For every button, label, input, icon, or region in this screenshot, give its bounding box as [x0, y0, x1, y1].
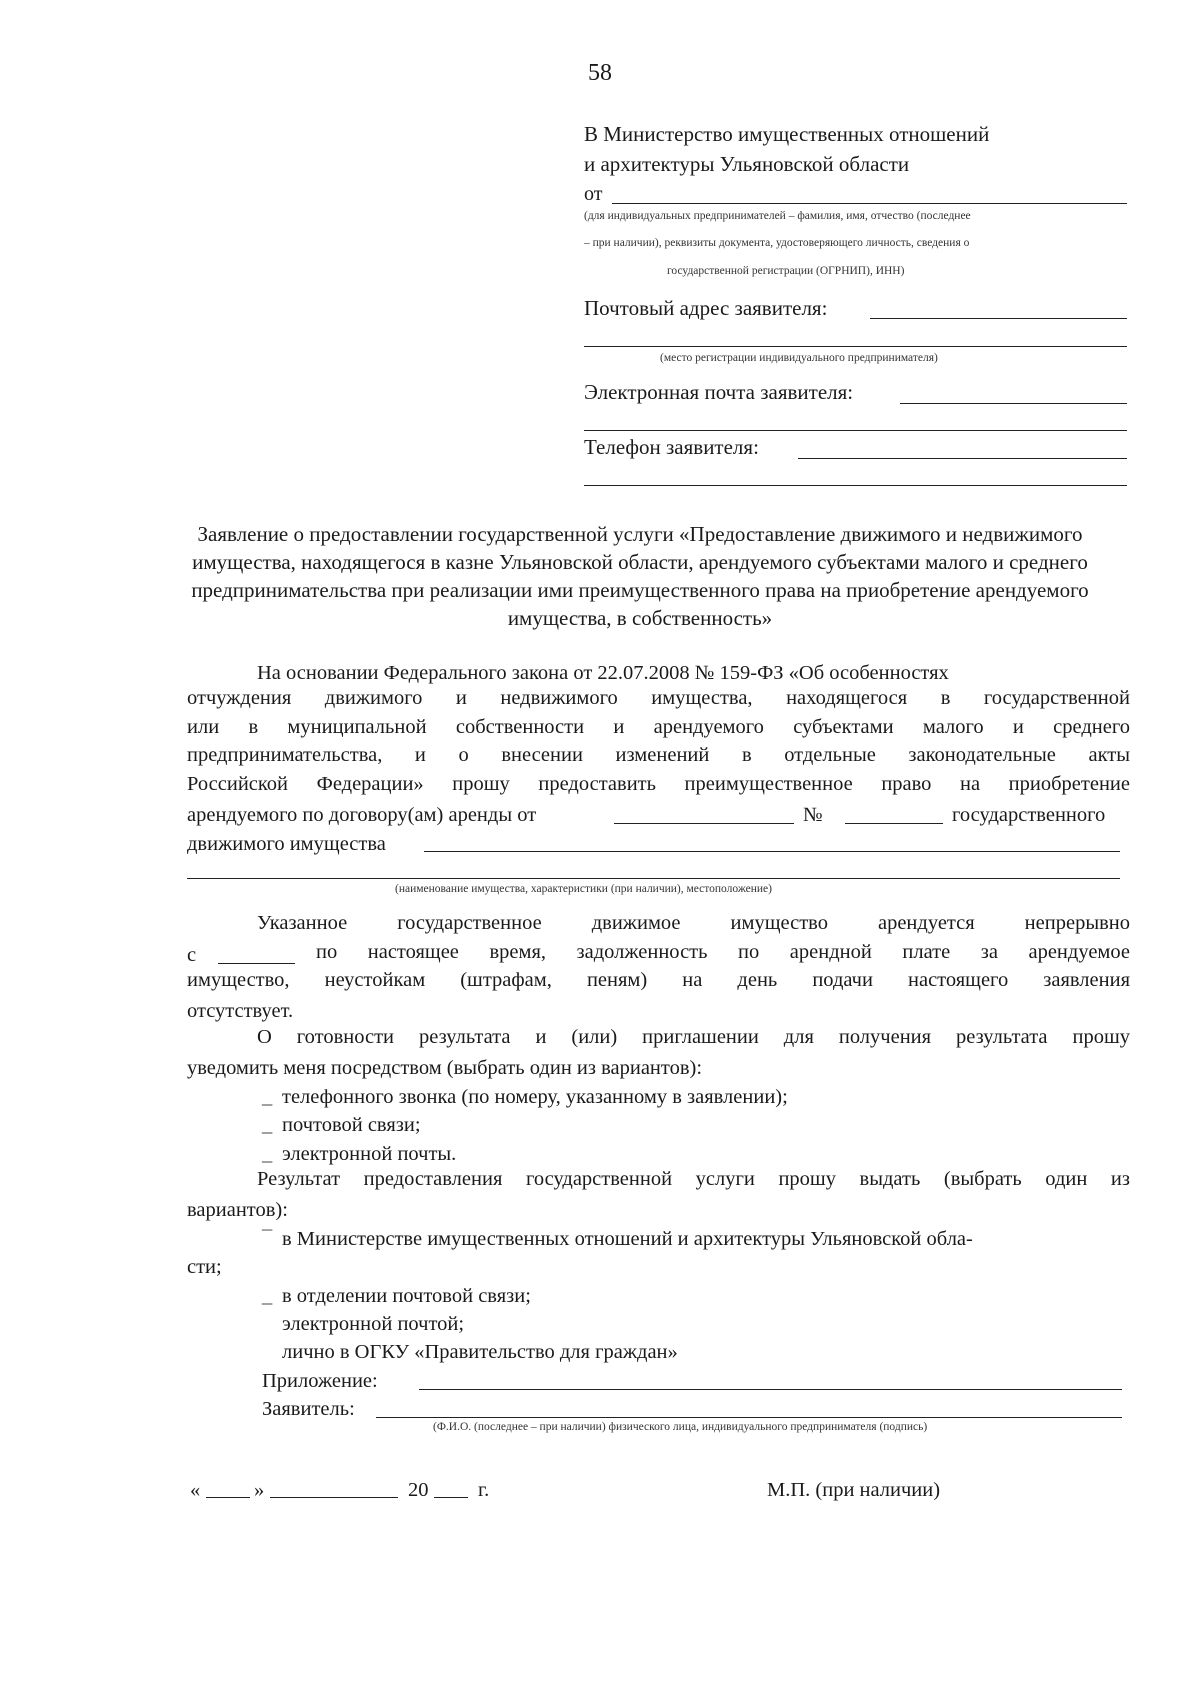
property-field[interactable] [424, 851, 1120, 852]
result-option-email[interactable] [262, 1310, 464, 1338]
notify-option-label: телефонного звонка (по номеру, указанному в заявлении); [282, 1086, 788, 1108]
email-field[interactable] [900, 403, 1127, 404]
paragraph-1-line-5: Российской Федерации» прошу предоставить преимущественное право на приобретение [187, 773, 1130, 795]
date-quote-open: « [190, 1479, 201, 1501]
from-hint-2: – при наличии), реквизиты документа, удостоверяющего личность, сведения о [584, 237, 970, 249]
result-option-post-office[interactable] [262, 1282, 531, 1310]
since-label: с [187, 944, 197, 966]
checkbox-icon[interactable]: _ [262, 1143, 273, 1165]
result-option-ministry-cont: сти; [187, 1256, 222, 1278]
result-option-ministry[interactable] [262, 1225, 1130, 1253]
year-prefix: 20 [408, 1479, 429, 1501]
result-option-label: электронной почтой; [282, 1313, 465, 1335]
from-field[interactable] [612, 203, 1127, 204]
date-quote-close: » [254, 1479, 265, 1501]
notify-option-label: электронной почты. [282, 1143, 457, 1165]
notify-option-email[interactable] [262, 1140, 456, 1168]
paragraph-1-line-3: или в муниципальной собственности и арендуемого субъектами малого и среднего [187, 716, 1130, 738]
state-label: государственного [952, 804, 1106, 826]
applicant-label: Заявитель: [262, 1398, 355, 1420]
from-hint-3: государственной регистрации (ОГРНИП), ИНН) [667, 265, 905, 277]
notify-option-label: почтовой связи; [282, 1114, 421, 1136]
stamp-note: М.П. (при наличии) [767, 1479, 941, 1501]
page-number: 58 [588, 60, 612, 86]
phone-field[interactable] [798, 458, 1127, 459]
attachment-field[interactable] [419, 1389, 1122, 1390]
addressee-line-1: В Министерство имущественных отношений [584, 122, 990, 146]
paragraph-2-line-1: Указанное государственное движимое имущество арендуется непрерывно [257, 912, 1130, 934]
lease-number-label: № [803, 804, 823, 826]
since-date-field[interactable] [218, 963, 295, 964]
result-option-label: в Министерстве имущественных отношений и архитектуры Ульяновской обла- [282, 1228, 973, 1250]
lease-agreement-label: арендуемого по договору(ам) аренды от [187, 804, 537, 826]
paragraph-2-line-3: имущество, неустойкам (штрафам, пеням) на день подачи настоящего заявления [187, 969, 1130, 991]
checkbox-icon[interactable]: _ [262, 1285, 273, 1307]
applicant-hint: (Ф.И.О. (последнее – при наличии) физического лица, индивидуального предпринимателя (подпись) [433, 1421, 928, 1433]
paragraph-4-line-2: вариантов): [187, 1199, 288, 1221]
year-field[interactable] [434, 1497, 468, 1498]
lease-date-field[interactable] [614, 823, 794, 824]
year-suffix: г. [478, 1479, 490, 1501]
paragraph-2-line-4: отсутствует. [187, 1000, 294, 1022]
paragraph-1-line-1: На основании Федерального закона от 22.07.2008 № 159-ФЗ «Об особенностях [257, 662, 949, 684]
result-option-in-person[interactable] [262, 1338, 678, 1366]
checkbox-icon[interactable]: _ [262, 1086, 273, 1108]
postal-address-label: Почтовый адрес заявителя: [584, 296, 828, 320]
month-field[interactable] [270, 1497, 398, 1498]
checkbox-icon[interactable]: ¯ [262, 1228, 273, 1250]
paragraph-1-line-2: отчуждения движимого и недвижимого имущества, находящегося в государственной [187, 687, 1130, 709]
paragraph-1-line-4: предпринимательства, и о внесении изменений в отдельные законодательные акты [187, 744, 1130, 766]
postal-address-field-2[interactable] [584, 346, 1127, 347]
day-field[interactable] [206, 1497, 250, 1498]
notify-option-phone[interactable] [262, 1083, 788, 1111]
paragraph-2-line-2: по настоящее время, задолженность по арендной плате за арендуемое [316, 941, 1130, 963]
attachment-label: Приложение: [262, 1370, 378, 1392]
lease-number-field[interactable] [845, 823, 943, 824]
from-hint-1: (для индивидуальных предпринимателей – фамилия, имя, отчество (последнее [584, 210, 971, 222]
applicant-field[interactable] [376, 1417, 1122, 1418]
application-title: Заявление о предоставлении государственной услуги «Предоставление движимого и недвижимого имущества, находящегося в казне Ульяновской области, арендуемого субъектами малого и среднего предпринимательства при реализации ими преимущественного права на приобретение арендуемого имущества, в собственность» [191, 522, 1089, 630]
result-option-label: в отделении почтовой связи; [282, 1285, 531, 1307]
notify-option-post[interactable] [262, 1111, 421, 1139]
property-hint: (наименование имущества, характеристики (при наличии), местоположение) [395, 883, 772, 895]
phone-label: Телефон заявителя: [584, 435, 759, 459]
from-label: от [584, 183, 603, 205]
movable-property-label: движимого имущества [187, 833, 386, 855]
paragraph-4-line-1: Результат предоставления государственной услуги прошу выдать (выбрать один из [257, 1168, 1130, 1190]
checkbox-icon[interactable]: _ [262, 1114, 273, 1136]
result-option-label: лично в ОГКУ «Правительство для граждан» [282, 1341, 678, 1363]
phone-field-2[interactable] [584, 485, 1127, 486]
email-label: Электронная почта заявителя: [584, 380, 854, 404]
paragraph-3-line-1: О готовности результата и (или) приглашении для получения результата прошу [257, 1026, 1130, 1048]
addressee-line-2: и архитектуры Ульяновской области [584, 152, 910, 176]
email-field-2[interactable] [584, 430, 1127, 431]
property-field-2[interactable] [187, 878, 1120, 879]
paragraph-3-line-2: уведомить меня посредством (выбрать один из вариантов): [187, 1057, 703, 1079]
postal-address-field[interactable] [870, 318, 1127, 319]
postal-address-hint: (место регистрации индивидуального предпринимателя) [660, 352, 938, 364]
